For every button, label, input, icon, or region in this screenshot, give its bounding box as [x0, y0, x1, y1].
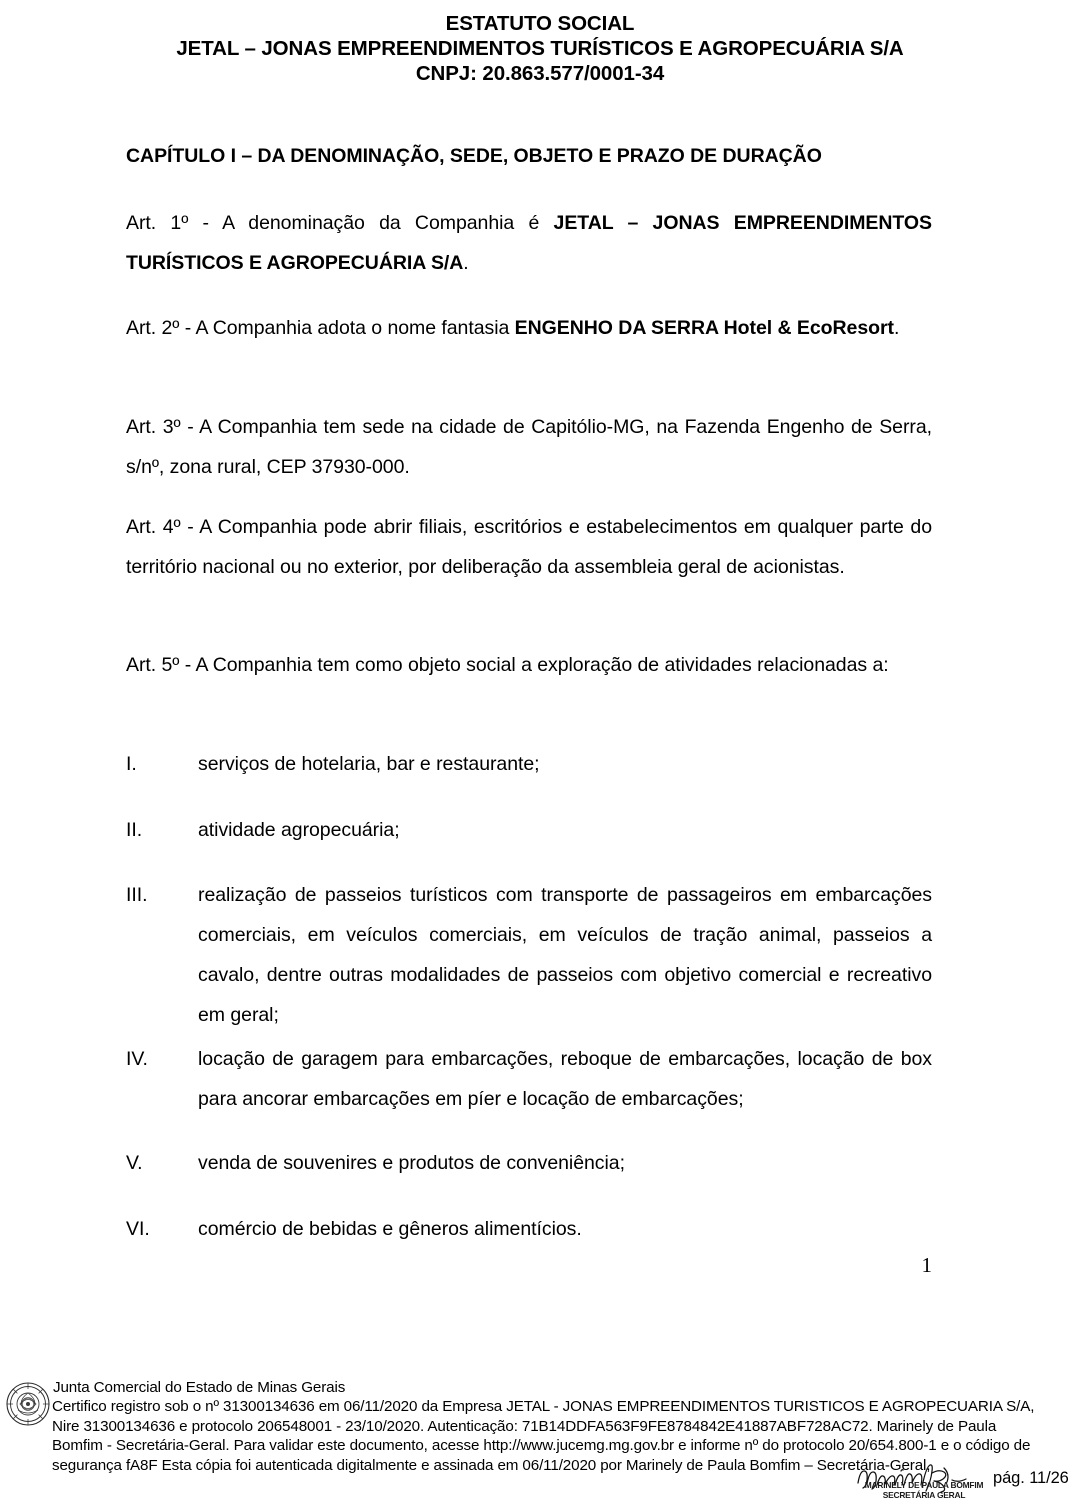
- certification-line-3: Nire 31300134636 e protocolo 206548001 - 23/10/2020. Autenticação: 71B14DDFA563F9FE8784842E41887ABF728AC72. Marinely de Paula: [52, 1417, 997, 1435]
- list-item-text: serviços de hotelaria, bar e restaurante;: [198, 753, 540, 775]
- article-4: Art. 4º - A Companhia pode abrir filiais, escritórios e estabelecimentos em qualquer parte do território nacional ou no exterior, por deliberação da assembleia geral de acionistas.: [126, 516, 932, 578]
- article-3: Art. 3º - A Companhia tem sede na cidade de Capitólio-MG, na Fazenda Engenho de Serra, s/nº, zona rural, CEP 37930-000.: [126, 416, 932, 478]
- chapter-heading: CAPÍTULO I – DA DENOMINAÇÃO, SEDE, OBJETO E PRAZO DE DURAÇÃO: [126, 145, 822, 167]
- list-item-text: venda de souvenires e produtos de conveniência;: [198, 1152, 625, 1174]
- list-item: [126, 1209, 932, 1249]
- header-company-name: JETAL – JONAS EMPREENDIMENTOS TURÍSTICOS E AGROPECUÁRIA S/A: [176, 37, 904, 60]
- list-item-numeral: II.: [126, 819, 143, 841]
- jucemg-seal-icon: [4, 1380, 52, 1428]
- article-2-trade-name: ENGENHO DA SERRA Hotel & EcoResort: [514, 317, 894, 339]
- article-2-lead: Art. 2º - A Companhia adota o nome fantasia: [126, 317, 515, 339]
- article-2-tail: .: [894, 317, 900, 339]
- certification-line-5: segurança fA8F Esta cópia foi autenticada digitalmente e assinada em 06/11/2020 por Marinely de Paula Bomfim – Secretária-Geral,: [52, 1456, 931, 1474]
- certification-line-4: Bomfim - Secretária-Geral. Para validar este documento, acesse http://www.jucemg.mg.gov.br e informe nº do protocolo 20/654.800-1 e o código de: [52, 1437, 1031, 1455]
- header-title-line-1: ESTATUTO SOCIAL: [445, 12, 635, 35]
- list-item-numeral: III.: [126, 884, 148, 906]
- list-item-numeral: IV.: [126, 1048, 148, 1070]
- page-number: 1: [921, 1253, 932, 1277]
- header-cnpj: CNPJ: 20.863.577/0001-34: [415, 62, 665, 85]
- list-item-text: comércio de bebidas e gêneros alimentícios.: [198, 1218, 582, 1240]
- list-item: [126, 875, 932, 1035]
- article-1-lead: Art. 1º - A denominação da Companhia é: [126, 212, 554, 234]
- certification-org: Junta Comercial do Estado de Minas Gerais: [53, 1379, 346, 1396]
- list-item-numeral: V.: [126, 1152, 143, 1174]
- list-item: [126, 810, 932, 850]
- article-1: [126, 203, 932, 283]
- article-2: [126, 308, 932, 348]
- certification-line-2: Certifico registro sob o nº 31300134636 em 06/11/2020 da Empresa JETAL - JONAS EMPREENDIMENTOS TURISTICOS E AGROPECUARIA S/A,: [52, 1398, 1035, 1416]
- signature-role: SECRETÁRIA GERAL: [882, 1490, 966, 1500]
- digital-signature: [852, 1459, 992, 1503]
- article-1-tail: .: [463, 252, 469, 274]
- article-1-company-name: JETAL – JONAS EMPREENDIMENTOS TURÍSTICOS E AGROPECUÁRIA S/A: [126, 212, 932, 274]
- list-item-numeral: I.: [126, 753, 137, 775]
- document-header: [0, 0, 1080, 86]
- list-item-numeral: VI.: [126, 1218, 150, 1240]
- signature-name: MARINELY DE PAULA BOMFIM: [864, 1480, 984, 1490]
- list-item-text: atividade agropecuária;: [198, 819, 400, 841]
- list-item: [126, 1039, 932, 1119]
- list-item: [126, 744, 932, 784]
- article-5: Art. 5º - A Companhia tem como objeto social a exploração de atividades relacionadas a:: [126, 654, 889, 676]
- list-item: [126, 1143, 932, 1183]
- footer-page-label: pág. 11/26: [993, 1469, 1069, 1487]
- list-item-text: locação de garagem para embarcações, reboque de embarcações, locação de box para ancorar embarcações em píer e locação de embarcações;: [198, 1048, 932, 1110]
- list-item-text: realização de passeios turísticos com transporte de passageiros em embarcações comerciais, em veículos comerciais, em veículos de tração animal, passeios a cavalo, dentre outras modalidades de passeios com objetivo comercial e recreativo em geral;: [198, 884, 932, 1026]
